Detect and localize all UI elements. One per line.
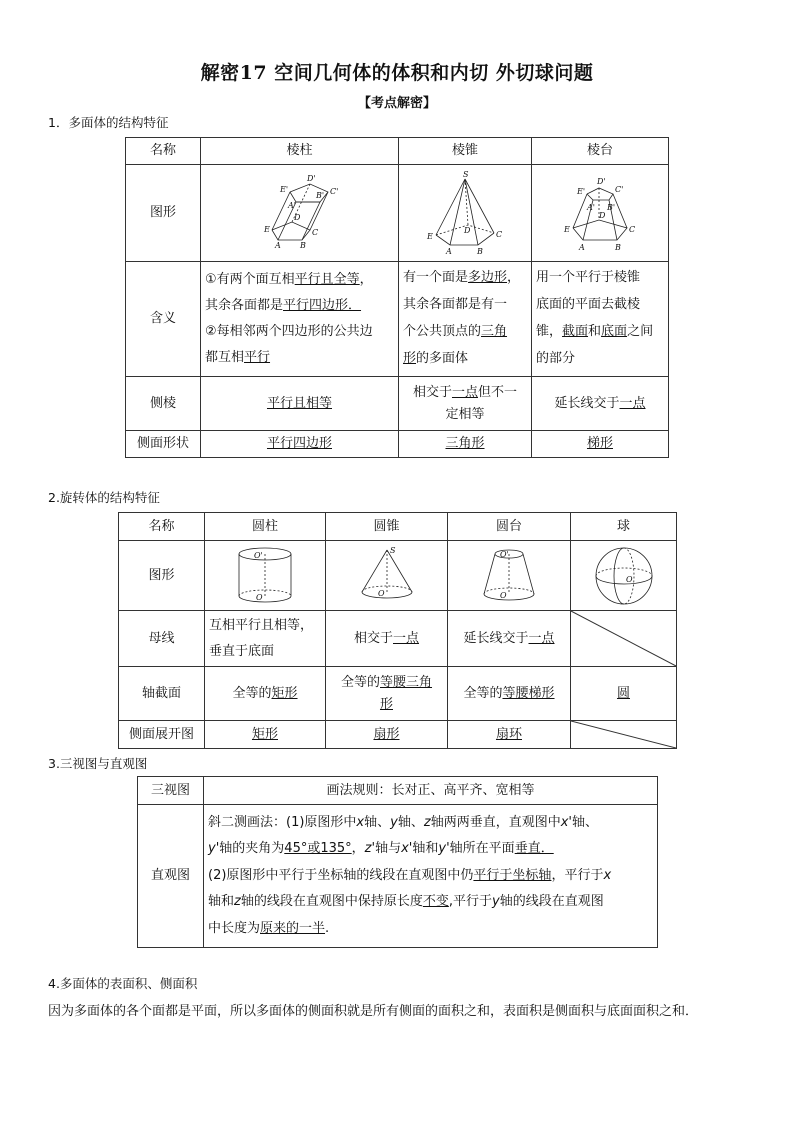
frustum-meaning <box>532 262 669 377</box>
pyramid-label: B <box>477 247 483 256</box>
text: 和 <box>588 324 602 339</box>
frustum-cone-generatrix <box>448 611 571 667</box>
prism-label: C <box>311 228 318 237</box>
sphere-axial: 圆 <box>571 667 677 721</box>
pyramid-meaning <box>399 262 532 377</box>
text: 相交于 <box>353 630 393 646</box>
row-label-edge: 侧棱 <box>126 377 201 431</box>
row-label-axial: 轴截面 <box>119 667 205 721</box>
cone-axial <box>326 667 448 721</box>
text: 轴所在平面 <box>449 841 515 857</box>
cylinder-axial <box>205 667 326 721</box>
frustum-cone-unfold: 扇环 <box>448 721 571 749</box>
header-sphere: 球 <box>571 513 677 541</box>
frustum-cone-label: O' <box>500 549 509 559</box>
text: 全等的 <box>463 685 503 701</box>
text: 之间 <box>627 324 654 339</box>
frustum-label: B' <box>607 203 616 212</box>
text: 中长度为 <box>208 920 261 936</box>
frustum-label: B <box>615 243 621 252</box>
frustum-figure-cell <box>532 165 669 262</box>
row-label-intuitive: 直观图 <box>138 805 204 948</box>
text: 轴和 <box>412 841 439 857</box>
underlined-term: 原来的一半 <box>260 920 326 936</box>
math-var: y' <box>438 841 450 857</box>
text: 都互相 <box>205 350 245 365</box>
cylinder-figure-cell <box>205 541 326 611</box>
underlined-term: 45°或135° <box>284 841 352 857</box>
frustum-cone-figure-cell <box>448 541 571 611</box>
rotation-body-table <box>118 512 677 749</box>
text: 全等的 <box>232 685 272 701</box>
pyramid-label: S <box>463 170 469 179</box>
sphere-figure <box>589 544 659 608</box>
text: 有一个面是 <box>403 270 469 285</box>
frustum-cone-figure <box>474 544 544 608</box>
pyramid-edge <box>399 377 532 431</box>
pyramid-label: C <box>496 230 503 239</box>
underlined-term: 一点 <box>528 630 555 646</box>
sphere-label: O <box>625 574 633 584</box>
text: 垂直于底面 <box>209 643 275 659</box>
pyramid-label: E <box>427 232 433 241</box>
cylinder-label: O' <box>254 550 263 560</box>
prism-label: D <box>293 213 300 222</box>
cone-unfold: 扇形 <box>326 721 448 749</box>
prism-figure-cell <box>201 165 399 262</box>
text: 用一个平行于棱锥 <box>536 270 641 285</box>
underlined-term: 平行且全等 <box>294 272 360 287</box>
frustum-label: E <box>564 225 570 234</box>
math-var: y' <box>208 841 220 857</box>
prism-label: E' <box>279 185 288 194</box>
pyramid-face: 三角形 <box>399 431 532 458</box>
math-var: z' <box>364 841 376 857</box>
text: ， <box>359 272 373 287</box>
polyhedron-table <box>125 137 669 458</box>
header-cone: 圆锥 <box>326 513 448 541</box>
page-subtitle: 【考点解密】 <box>357 96 436 111</box>
underlined-term: 平行 <box>244 350 271 365</box>
math-var: y <box>492 894 500 910</box>
underlined-term: 垂直． <box>514 841 554 857</box>
underlined-term: 一点 <box>619 395 646 411</box>
row-label-face: 侧面形状 <box>126 431 201 458</box>
text: 全等的 <box>340 674 380 690</box>
diagonal-line <box>571 721 676 748</box>
text: 轴、 <box>364 814 391 830</box>
text: 延长线交于 <box>554 395 620 411</box>
frustum-edge <box>532 377 669 431</box>
underlined-term: 三角 <box>481 324 508 339</box>
cylinder-figure <box>230 544 300 608</box>
diagonal-line <box>571 611 676 666</box>
frustum-label: D <box>599 211 606 220</box>
text: 轴与 <box>375 841 402 857</box>
math-var: y <box>390 814 398 830</box>
frustum-cone-axial <box>448 667 571 721</box>
text: 的部分 <box>536 351 576 366</box>
underlined-term: 形 <box>379 696 393 712</box>
row-label-unfold: 侧面展开图 <box>119 721 205 749</box>
math-var: z <box>423 814 431 830</box>
cone-label: O <box>377 588 385 598</box>
text: 但不一 <box>478 384 518 400</box>
frustum-label: A' <box>587 203 595 212</box>
pyramid-label: D <box>464 226 471 235</box>
underlined-term: 底面 <box>601 324 628 339</box>
text: 轴、 <box>397 814 424 830</box>
views-table <box>137 776 658 948</box>
underlined-term: 一点 <box>393 630 420 646</box>
math-var: x <box>356 814 365 830</box>
underlined-term: 形 <box>403 351 417 366</box>
text: 其余各面都是 <box>205 298 284 313</box>
prism-edge: 平行且相等 <box>201 377 399 431</box>
text: 底面的平面去截棱 <box>536 297 641 312</box>
row-label-shape: 图形 <box>126 165 201 262</box>
text: 轴和 <box>208 894 235 910</box>
header-cylinder: 圆柱 <box>205 513 326 541</box>
math-var: x <box>603 867 612 883</box>
text: 其余各面都是有一 <box>403 297 508 312</box>
underlined-term: 等腰三角 <box>380 674 433 690</box>
text: . <box>325 920 330 936</box>
text: 的多面体 <box>416 351 469 366</box>
header-pyramid: 棱锥 <box>399 138 532 165</box>
frustum-face: 梯形 <box>532 431 669 458</box>
prism-label: B' <box>315 191 324 200</box>
prism-label: C' <box>329 187 338 196</box>
text: 斜二测画法：(1)原图形中 <box>208 814 357 830</box>
sphere-figure-cell <box>571 541 677 611</box>
cone-label: S <box>389 545 395 555</box>
section3-heading: 3.三视图与直观图 <box>48 756 148 771</box>
text: ,平行于 <box>448 894 493 910</box>
pyramid-label: A <box>446 247 452 256</box>
text: 相交于 <box>412 384 452 400</box>
header-prism: 棱柱 <box>201 138 399 165</box>
text: ， <box>351 841 365 857</box>
cylinder-label: O <box>256 592 263 602</box>
frustum-label: A <box>579 243 585 252</box>
cylinder-unfold: 矩形 <box>205 721 326 749</box>
pyramid-figure <box>420 169 510 257</box>
frustum-label: D' <box>597 177 606 186</box>
underlined-term: 不变 <box>422 894 449 910</box>
sphere-unfold-empty <box>571 721 677 749</box>
section4-paragraph: 因为多面体的各个面都是平面，所以多面体的侧面积就是所有侧面的面积之和，表面积是侧面积与底面面积之和． <box>48 1004 699 1019</box>
row-label-meaning: 含义 <box>126 262 201 377</box>
cone-figure <box>352 544 422 608</box>
row-label-generatrix: 母线 <box>119 611 205 667</box>
row-label-three-views: 三视图 <box>138 777 204 805</box>
underlined-term: 多边形 <box>468 270 508 285</box>
underlined-term: 矩形 <box>271 685 298 701</box>
text: ①有两个面互相 <box>205 272 295 287</box>
header-frustum-cone: 圆台 <box>448 513 571 541</box>
page-title: 解密17 空间几何体的体积和内切 外切球问题 <box>200 62 594 84</box>
header-name: 名称 <box>119 513 205 541</box>
prism-label: D' <box>306 174 316 183</box>
text: ，平行于 <box>551 867 604 883</box>
header-name: 名称 <box>126 138 201 165</box>
text: 轴的线段在直观图 <box>499 894 604 910</box>
text: ， <box>507 270 521 285</box>
math-var: x' <box>401 841 413 857</box>
underlined-term: 平行四边形． <box>283 298 362 313</box>
prism-face: 平行四边形 <box>201 431 399 458</box>
text: 轴的夹角为 <box>219 841 285 857</box>
underlined-term: 一点 <box>451 384 478 400</box>
prism-figure <box>250 170 350 256</box>
cone-figure-cell <box>326 541 448 611</box>
cone-generatrix <box>326 611 448 667</box>
frustum-label: C <box>629 225 636 234</box>
underlined-term: 截面 <box>562 324 589 339</box>
underlined-term: 等腰梯形 <box>502 685 555 701</box>
section1-heading: 1．多面体的结构特征 <box>48 115 169 130</box>
math-var: z <box>234 894 241 910</box>
prism-label: A' <box>287 201 296 210</box>
text: 互相平行且相等， <box>209 617 314 633</box>
pyramid-figure-cell <box>399 165 532 262</box>
three-views-rule: 画法规则：长对正、高平齐、宽相等 <box>204 777 658 805</box>
prism-label: A <box>274 241 281 250</box>
text: 个公共顶点的 <box>403 324 482 339</box>
sphere-generatrix-empty <box>571 611 677 667</box>
math-var: x' <box>560 814 572 830</box>
section4-heading: 4.多面体的表面积、侧面积 <box>48 976 198 991</box>
cylinder-generatrix <box>205 611 326 667</box>
prism-label: E <box>263 225 270 234</box>
frustum-label: C' <box>615 185 624 194</box>
section2-heading: 2.旋转体的结构特征 <box>48 490 160 505</box>
prism-meaning <box>201 262 399 377</box>
prism-label: B <box>299 241 306 250</box>
row-label-shape: 图形 <box>119 541 205 611</box>
text: 延长线交于 <box>463 630 529 646</box>
text: 轴两两垂直，直观图中 <box>430 814 561 830</box>
text: ②每相邻两个四边形的公共边 <box>205 324 373 339</box>
frustum-figure <box>555 170 645 256</box>
frustum-cone-label: O <box>500 590 507 600</box>
header-frustum: 棱台 <box>532 138 669 165</box>
text: 轴的线段在直观图中保持原长度 <box>240 894 423 910</box>
frustum-label: E' <box>577 187 586 196</box>
text: (2)原图形中平行于坐标轴的线段在直观图中仍 <box>208 867 474 883</box>
underlined-term: 平行于坐标轴 <box>473 867 552 883</box>
text: 轴、 <box>571 814 598 830</box>
oblique-drawing-rules <box>204 805 658 948</box>
text: 锥， <box>536 324 563 339</box>
text: 定相等 <box>445 406 485 422</box>
